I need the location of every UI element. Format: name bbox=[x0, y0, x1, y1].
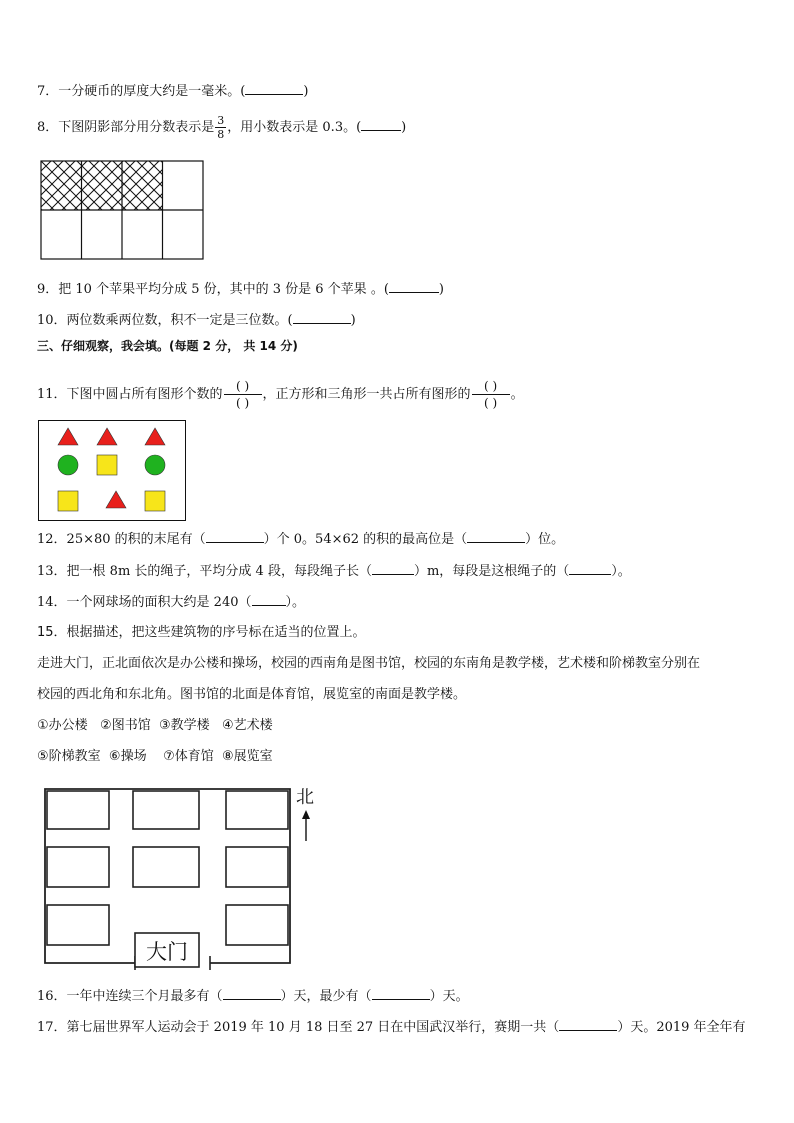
plot-southwest bbox=[47, 905, 109, 945]
shaded-cell bbox=[41, 161, 82, 210]
fraction: $\frac{3}{8}$ bbox=[217, 114, 225, 141]
plot-northeast bbox=[226, 791, 288, 829]
plot-west bbox=[47, 847, 109, 887]
question-16: 16．一年中连续三个月最多有（ ）天，最少有（ ）天。 bbox=[37, 989, 469, 1004]
fraction-blank[interactable]: $\frac{( )}{( )}$ bbox=[224, 378, 262, 411]
fraction-blank[interactable]: $\frac{( )}{( )}$ bbox=[472, 378, 510, 411]
answer-blank[interactable] bbox=[206, 530, 264, 543]
question-15-title: 15．根据描述，把这些建筑物的序号标在适当的位置上。 bbox=[37, 625, 366, 640]
question-15-description: 走进大门，正北面依次是办公楼和操场，校园的西南角是图书馆，校园的东南角是教学楼，艺术楼和阶梯教室分别在 bbox=[37, 656, 701, 671]
plot-center bbox=[133, 847, 199, 887]
answer-blank[interactable] bbox=[372, 562, 414, 575]
shaded-cell bbox=[122, 161, 163, 210]
answer-blank[interactable] bbox=[245, 82, 303, 95]
question-14: 14．一个网球场的面积大约是 240（ ）。 bbox=[37, 595, 306, 610]
plot-northwest bbox=[47, 791, 109, 829]
shaded-grid-figure bbox=[40, 160, 205, 260]
answer-blank[interactable] bbox=[293, 311, 351, 324]
question-7: 7．一分硬币的厚度大约是一毫米。( ) bbox=[37, 84, 309, 99]
shaded-cell bbox=[82, 161, 123, 210]
circle-shape bbox=[58, 455, 78, 475]
answer-blank[interactable] bbox=[252, 593, 286, 606]
answer-blank[interactable] bbox=[361, 118, 401, 131]
building-options: ①办公楼 ②图书馆 ③教学楼 ④艺术楼 bbox=[37, 718, 273, 733]
answer-blank[interactable] bbox=[223, 987, 281, 1000]
square-shape bbox=[145, 491, 165, 511]
question-9: 9．把 10 个苹果平均分成 5 份，其中的 3 份是 6 个苹果 。( ) bbox=[37, 282, 444, 297]
north-label: 北 bbox=[296, 787, 314, 808]
answer-blank[interactable] bbox=[467, 530, 525, 543]
answer-blank[interactable] bbox=[372, 987, 430, 1000]
answer-blank[interactable] bbox=[389, 280, 439, 293]
question-17: 17．第七届世界军人运动会于 2019 年 10 月 18 日至 27 日在中国武汉举行，赛期一共（ ）天。2019 年全年有 bbox=[37, 1020, 746, 1035]
circle-shape bbox=[145, 455, 165, 475]
gate-label: 大门 bbox=[146, 940, 188, 964]
square-shape bbox=[58, 491, 78, 511]
arrowhead-icon bbox=[302, 810, 310, 819]
plot-east bbox=[226, 847, 288, 887]
answer-blank[interactable] bbox=[559, 1018, 617, 1031]
campus-map bbox=[40, 785, 340, 975]
building-options: ⑤阶梯教室 ⑥操场 ⑦体育馆 ⑧展览室 bbox=[37, 749, 273, 764]
question-12: 12．25×80 的积的末尾有（ ）个 0。54×62 的积的最高位是（ ）位。 bbox=[37, 532, 565, 547]
question-8: 8．下图阴影部分用分数表示是 $\frac{3}{8}$ ，用小数表示是 0.3。( ) bbox=[37, 114, 407, 141]
question-13: 13．把一根 8m 长的绳子，平均分成 4 段，每段绳子长（ ）m，每段是这根绳子的（ ）。 bbox=[37, 564, 631, 579]
section-heading: 三、仔细观察，我会填。(每题 2 分， 共 14 分) bbox=[37, 339, 298, 353]
plot-north-center bbox=[133, 791, 199, 829]
square-shape bbox=[97, 455, 117, 475]
question-15-description: 校园的西北角和东北角。图书馆的北面是体育馆，展览室的南面是教学楼。 bbox=[37, 687, 467, 702]
plot-southeast bbox=[226, 905, 288, 945]
answer-blank[interactable] bbox=[569, 562, 611, 575]
question-11: 11．下图中圆占所有图形个数的 $\frac{( )}{( )}$ ，正方形和三角形一共占所有图形的 $\frac{( )}{( )}$ 。 bbox=[37, 379, 524, 410]
shapes-figure bbox=[38, 420, 188, 522]
question-10: 10．两位数乘两位数，积不一定是三位数。( ) bbox=[37, 313, 356, 328]
